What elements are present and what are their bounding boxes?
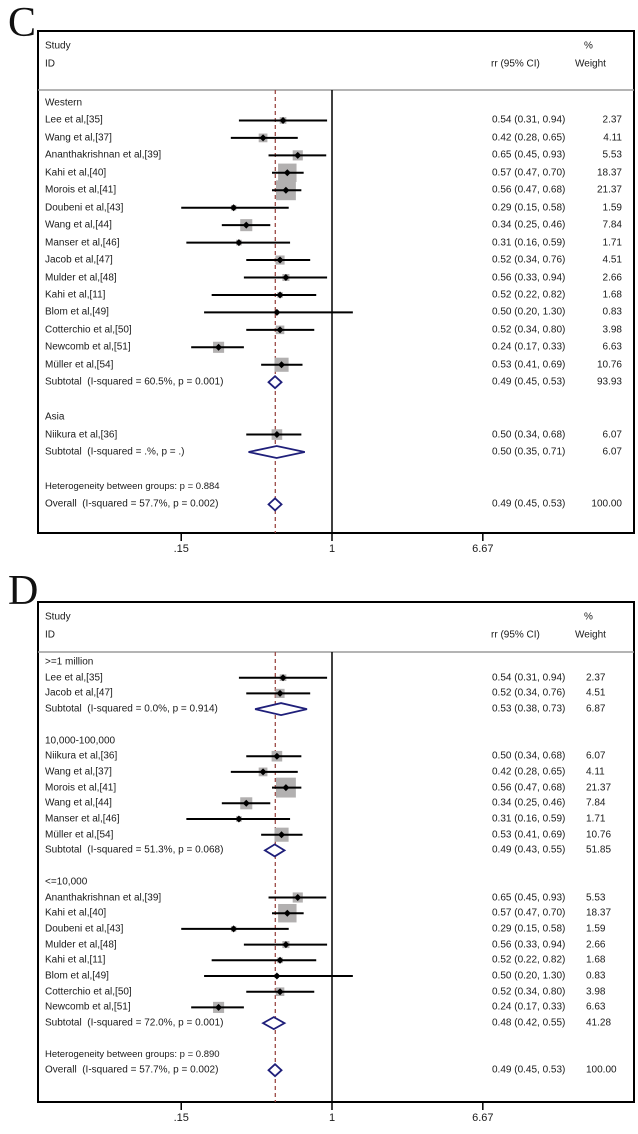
study-label: Newcomb et al,[51] [45, 1001, 131, 1013]
weight-value: 3.98 [586, 986, 606, 998]
study-label: Cotterchio et al,[50] [45, 986, 132, 998]
weight-value: 6.87 [586, 703, 606, 715]
weight-value: 93.93 [596, 376, 622, 388]
group-label: 10,000-100,000 [45, 735, 116, 746]
rr-value: 0.24 (0.17, 0.33) [492, 341, 566, 353]
study-label: Ananthakrishnan et al,[39] [45, 892, 162, 903]
study-label: Doubeni et al,[43] [45, 202, 124, 214]
study-label: Kahi et al,[40] [45, 167, 107, 179]
weight-value: 0.83 [602, 306, 622, 318]
overall-label: Overall (I-squared = 57.7%, p = 0.002) [45, 498, 219, 510]
weight-value: 5.53 [586, 892, 606, 903]
weight-value: 0.83 [586, 970, 606, 982]
study-label: Morois et al,[41] [45, 782, 117, 794]
weight-value: 2.66 [602, 272, 622, 283]
study-label: Mulder et al,[48] [45, 272, 117, 283]
header-weight: Weight [575, 58, 606, 70]
study-label: Newcomb et al,[51] [45, 341, 131, 353]
weight-value: 2.37 [602, 114, 622, 126]
group-label: Asia [45, 411, 65, 423]
rr-value: 0.50 (0.34, 0.68) [492, 429, 566, 441]
weight-value: 2.37 [586, 672, 606, 684]
rr-value: 0.50 (0.35, 0.71) [492, 446, 566, 458]
weight-value: 1.71 [586, 813, 606, 825]
weight-value: 21.37 [586, 782, 612, 794]
study-label: Kahi et al,[11] [45, 289, 106, 301]
subtotal-diamond [263, 1017, 284, 1029]
axis-tick-label: 6.67 [472, 1111, 494, 1124]
weight-value: 100.00 [586, 1064, 617, 1076]
study-label: Müller et al,[54] [45, 829, 114, 841]
rr-value: 0.53 (0.41, 0.69) [492, 359, 566, 371]
header-rr-ci: rr (95% CI) [491, 58, 540, 70]
subtotal-label: Subtotal (I-squared = 0.0%, p = 0.914) [45, 703, 218, 715]
rr-value: 0.34 (0.25, 0.46) [492, 797, 566, 809]
weight-value: 1.68 [602, 289, 622, 301]
subtotal-label: Subtotal (I-squared = 60.5%, p = 0.001) [45, 376, 224, 388]
rr-value: 0.49 (0.45, 0.53) [492, 376, 566, 388]
weight-value: 51.85 [586, 844, 612, 856]
rr-value: 0.52 (0.34, 0.80) [492, 986, 566, 998]
subtotal-diamond [269, 376, 282, 388]
study-label: Wang et al,[37] [45, 766, 112, 778]
weight-value: 41.28 [586, 1017, 612, 1029]
rr-value: 0.50 (0.20, 1.30) [492, 306, 566, 318]
panel-d-letter: D [8, 568, 39, 614]
rr-value: 0.49 (0.45, 0.53) [492, 1064, 566, 1076]
rr-value: 0.56 (0.33, 0.94) [492, 272, 566, 283]
rr-value: 0.52 (0.34, 0.76) [492, 687, 566, 699]
subtotal-diamond [255, 703, 307, 715]
heterogeneity-note: Heterogeneity between groups: p = 0.884 [45, 480, 220, 492]
rr-value: 0.24 (0.17, 0.33) [492, 1001, 566, 1013]
weight-value: 1.68 [586, 954, 606, 966]
rr-value: 0.31 (0.16, 0.59) [492, 237, 566, 249]
rr-value: 0.65 (0.45, 0.93) [492, 149, 566, 161]
header-id: ID [45, 629, 55, 641]
study-label: Jacob et al,[47] [45, 254, 113, 266]
rr-value: 0.50 (0.20, 1.30) [492, 970, 566, 982]
weight-value: 1.59 [586, 923, 606, 935]
weight-value: 6.07 [586, 750, 606, 762]
weight-value: 10.76 [586, 829, 612, 841]
weight-value: 18.37 [596, 167, 622, 179]
group-label: >=1 million [45, 656, 94, 668]
axis-tick-label: 6.67 [472, 542, 494, 555]
weight-value: 6.63 [586, 1001, 606, 1013]
axis-tick-label: 1 [328, 542, 336, 555]
weight-value: 6.07 [602, 429, 622, 441]
header-study: Study [45, 611, 71, 623]
rr-value: 0.53 (0.38, 0.73) [492, 703, 566, 715]
rr-value: 0.42 (0.28, 0.65) [492, 132, 566, 144]
rr-value: 0.54 (0.31, 0.94) [492, 114, 566, 126]
rr-value: 0.42 (0.28, 0.65) [492, 766, 566, 778]
header-weight: Weight [575, 629, 606, 641]
rr-value: 0.52 (0.34, 0.76) [492, 254, 566, 266]
subtotal-label: Subtotal (I-squared = .%, p = .) [45, 446, 185, 458]
subtotal-diamond [249, 446, 305, 458]
rr-value: 0.52 (0.34, 0.80) [492, 324, 566, 336]
subtotal-label: Subtotal (I-squared = 51.3%, p = 0.068) [45, 844, 224, 856]
study-label: Müller et al,[54] [45, 359, 114, 371]
study-label: Manser et al,[46] [45, 813, 120, 825]
study-point-marker [273, 973, 280, 980]
header-id: ID [45, 58, 55, 70]
study-label: Blom et al,[49] [45, 306, 109, 318]
subtotal-diamond [265, 844, 285, 856]
study-label: Lee et al,[35] [45, 672, 103, 684]
rr-value: 0.54 (0.31, 0.94) [492, 672, 566, 684]
weight-value: 4.51 [586, 687, 606, 699]
rr-value: 0.29 (0.15, 0.58) [492, 923, 566, 935]
study-point-marker [273, 309, 280, 316]
overall-diamond [269, 1064, 282, 1076]
study-label: Lee et al,[35] [45, 114, 103, 126]
rr-value: 0.56 (0.47, 0.68) [492, 184, 566, 196]
heterogeneity-note: Heterogeneity between groups: p = 0.890 [45, 1048, 220, 1060]
subtotal-label: Subtotal (I-squared = 72.0%, p = 0.001) [45, 1017, 224, 1029]
study-label: Niikura et al,[36] [45, 429, 118, 441]
rr-value: 0.52 (0.22, 0.82) [492, 289, 566, 301]
rr-value: 0.31 (0.16, 0.59) [492, 813, 566, 825]
rr-value: 0.29 (0.15, 0.58) [492, 202, 566, 214]
rr-value: 0.56 (0.47, 0.68) [492, 782, 566, 794]
weight-value: 100.00 [591, 498, 622, 510]
weight-value: 6.63 [602, 341, 622, 353]
study-label: Manser et al,[46] [45, 237, 120, 249]
weight-value: 4.11 [586, 766, 605, 778]
study-label: Blom et al,[49] [45, 970, 109, 982]
study-label: Wang et al,[44] [45, 797, 112, 809]
weight-value: 7.84 [586, 797, 606, 809]
study-label: Niikura et al,[36] [45, 750, 118, 762]
study-label: Mulder et al,[48] [45, 939, 117, 951]
weight-value: 2.66 [586, 939, 606, 951]
weight-value: 1.71 [602, 237, 622, 249]
group-label: Western [45, 97, 83, 109]
overall-label: Overall (I-squared = 57.7%, p = 0.002) [45, 1064, 219, 1076]
header-percent: % [584, 611, 593, 623]
study-label: Cotterchio et al,[50] [45, 324, 132, 336]
axis-tick-label: .15 [173, 1111, 189, 1124]
header-percent: % [584, 40, 593, 52]
rr-value: 0.52 (0.22, 0.82) [492, 954, 566, 966]
header-study: Study [45, 40, 71, 52]
rr-value: 0.50 (0.34, 0.68) [492, 750, 566, 762]
axis-tick-label: 1 [328, 1111, 336, 1124]
axis-tick-label: .15 [173, 542, 189, 555]
weight-value: 3.98 [602, 324, 622, 336]
rr-value: 0.57 (0.47, 0.70) [492, 907, 566, 919]
rr-value: 0.48 (0.42, 0.55) [492, 1017, 566, 1029]
study-label: Wang et al,[37] [45, 132, 112, 144]
group-label: <=10,000 [45, 876, 88, 888]
overall-diamond [269, 498, 282, 510]
weight-value: 4.11 [603, 132, 622, 144]
weight-value: 21.37 [596, 184, 622, 196]
weight-value: 4.51 [602, 254, 622, 266]
header-rr-ci: rr (95% CI) [491, 629, 540, 641]
rr-value: 0.34 (0.25, 0.46) [492, 219, 566, 231]
weight-value: 10.76 [596, 359, 622, 371]
study-label: Kahi et al,[11] [45, 954, 106, 966]
weight-value: 7.84 [602, 219, 622, 231]
study-label: Ananthakrishnan et al,[39] [45, 149, 162, 161]
rr-value: 0.49 (0.43, 0.55) [492, 844, 566, 856]
study-label: Jacob et al,[47] [45, 687, 113, 699]
rr-value: 0.53 (0.41, 0.69) [492, 829, 566, 841]
rr-value: 0.57 (0.47, 0.70) [492, 167, 566, 179]
study-label: Kahi et al,[40] [45, 907, 107, 919]
study-label: Morois et al,[41] [45, 184, 117, 196]
study-label: Wang et al,[44] [45, 219, 112, 231]
study-label: Doubeni et al,[43] [45, 923, 124, 935]
weight-value: 1.59 [602, 202, 622, 214]
rr-value: 0.49 (0.45, 0.53) [492, 498, 566, 510]
weight-value: 18.37 [586, 907, 612, 919]
rr-value: 0.56 (0.33, 0.94) [492, 939, 566, 951]
rr-value: 0.65 (0.45, 0.93) [492, 892, 566, 903]
panel-c-letter: C [8, 0, 37, 46]
weight-value: 6.07 [602, 446, 622, 458]
weight-value: 5.53 [602, 149, 622, 161]
